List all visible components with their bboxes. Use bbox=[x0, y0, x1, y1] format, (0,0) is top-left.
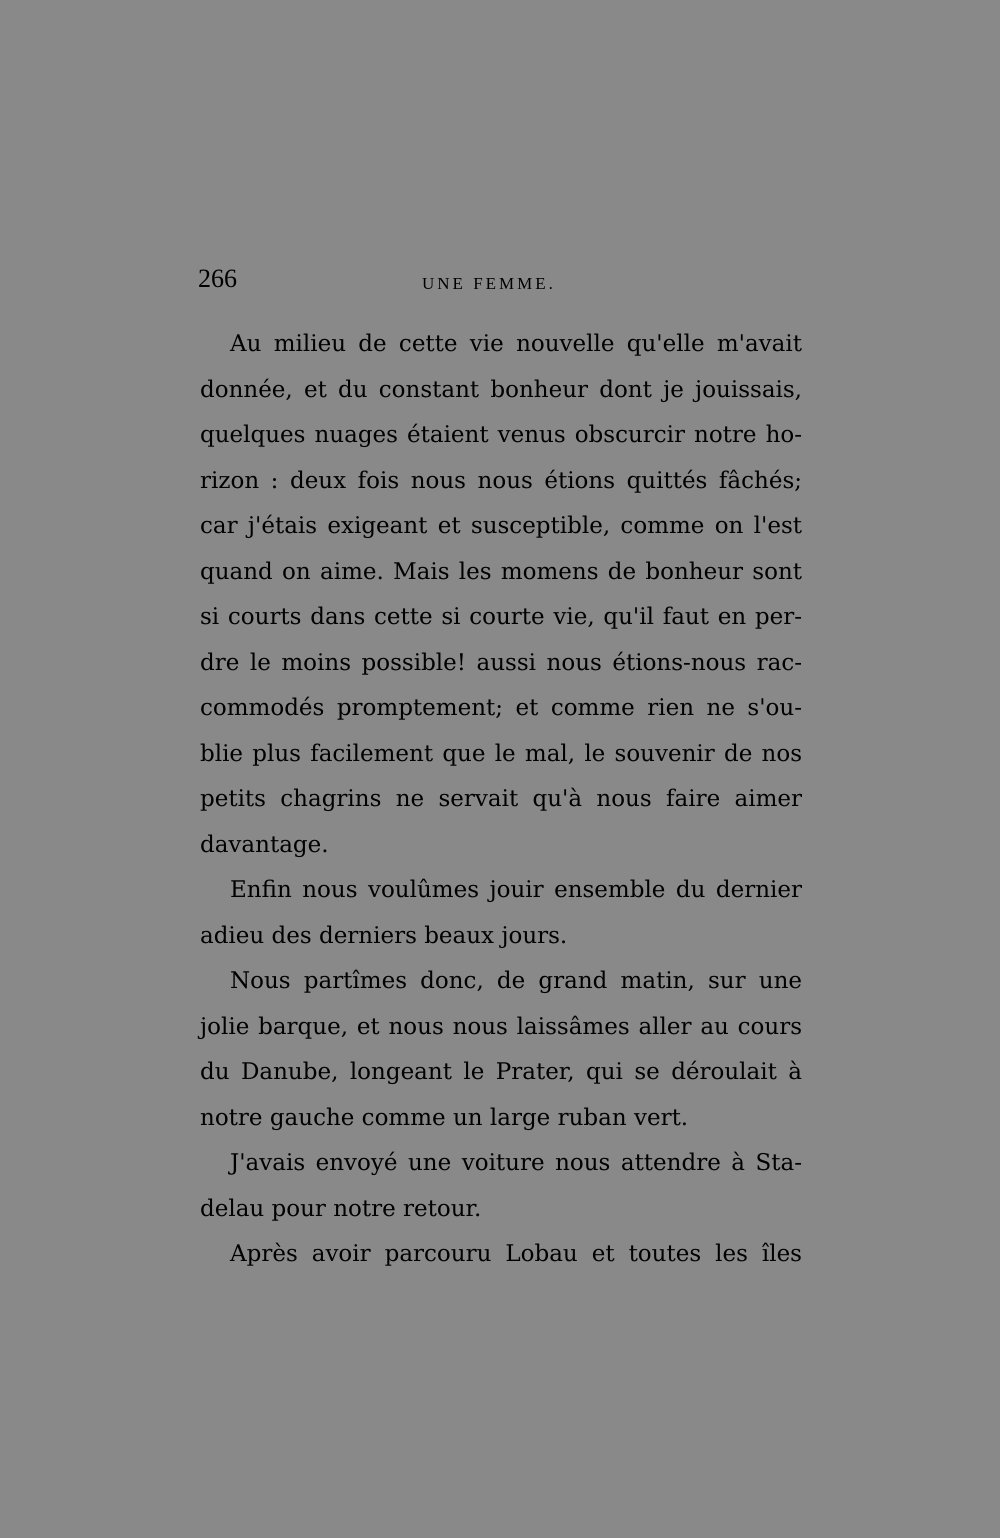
text-line: J'avais envoyé une voiture nous attendre à Sta- bbox=[230, 1150, 802, 1176]
text-line: quand on aime. Mais les momens de bonheur sont bbox=[200, 558, 802, 585]
text-line: davantage. bbox=[200, 831, 329, 858]
running-title: UNE FEMME. bbox=[422, 274, 556, 293]
text-line: rizon : deux fois nous nous étions quittés fâchés; bbox=[200, 467, 802, 494]
text-line: quelques nuages étaient venus obscurcir notre ho- bbox=[200, 422, 802, 448]
body-text bbox=[200, 322, 802, 1278]
text-line: donnée, et du constant bonheur dont je jouissais, bbox=[200, 376, 802, 403]
text-line: car j'étais exigeant et susceptible, comme on l'est bbox=[200, 513, 802, 539]
text-line: Enfin nous voulûmes jouir ensemble du dernier bbox=[230, 877, 802, 903]
book-page bbox=[200, 258, 802, 1278]
text-line: notre gauche comme un large ruban vert. bbox=[200, 1104, 689, 1131]
text-line: delau pour notre retour. bbox=[200, 1195, 482, 1222]
text-line: petits chagrins ne servait qu'à nous faire aimer bbox=[200, 786, 802, 812]
running-head bbox=[200, 258, 802, 298]
text-line: du Danube, longeant le Prater, qui se déroulait à bbox=[200, 1059, 802, 1085]
text-line: Après avoir parcouru Lobau et toutes les îles bbox=[230, 1241, 802, 1267]
text-line: adieu des derniers beaux jours. bbox=[200, 922, 568, 949]
text-line: dre le moins possible! aussi nous étions-nous rac- bbox=[200, 649, 802, 676]
text-line: Nous partîmes donc, de grand matin, sur une bbox=[230, 968, 802, 994]
text-line: si courts dans cette si courte vie, qu'il faut en per- bbox=[200, 604, 802, 630]
page-number: 266 bbox=[198, 264, 237, 293]
text-line: Au milieu de cette vie nouvelle qu'elle m'avait bbox=[230, 331, 802, 357]
text-line: jolie barque, et nous nous laissâmes aller au cours bbox=[200, 1013, 802, 1040]
text-line: blie plus facilement que le mal, le souvenir de nos bbox=[200, 740, 802, 767]
text-line: commodés promptement; et comme rien ne s'ou- bbox=[200, 695, 802, 721]
